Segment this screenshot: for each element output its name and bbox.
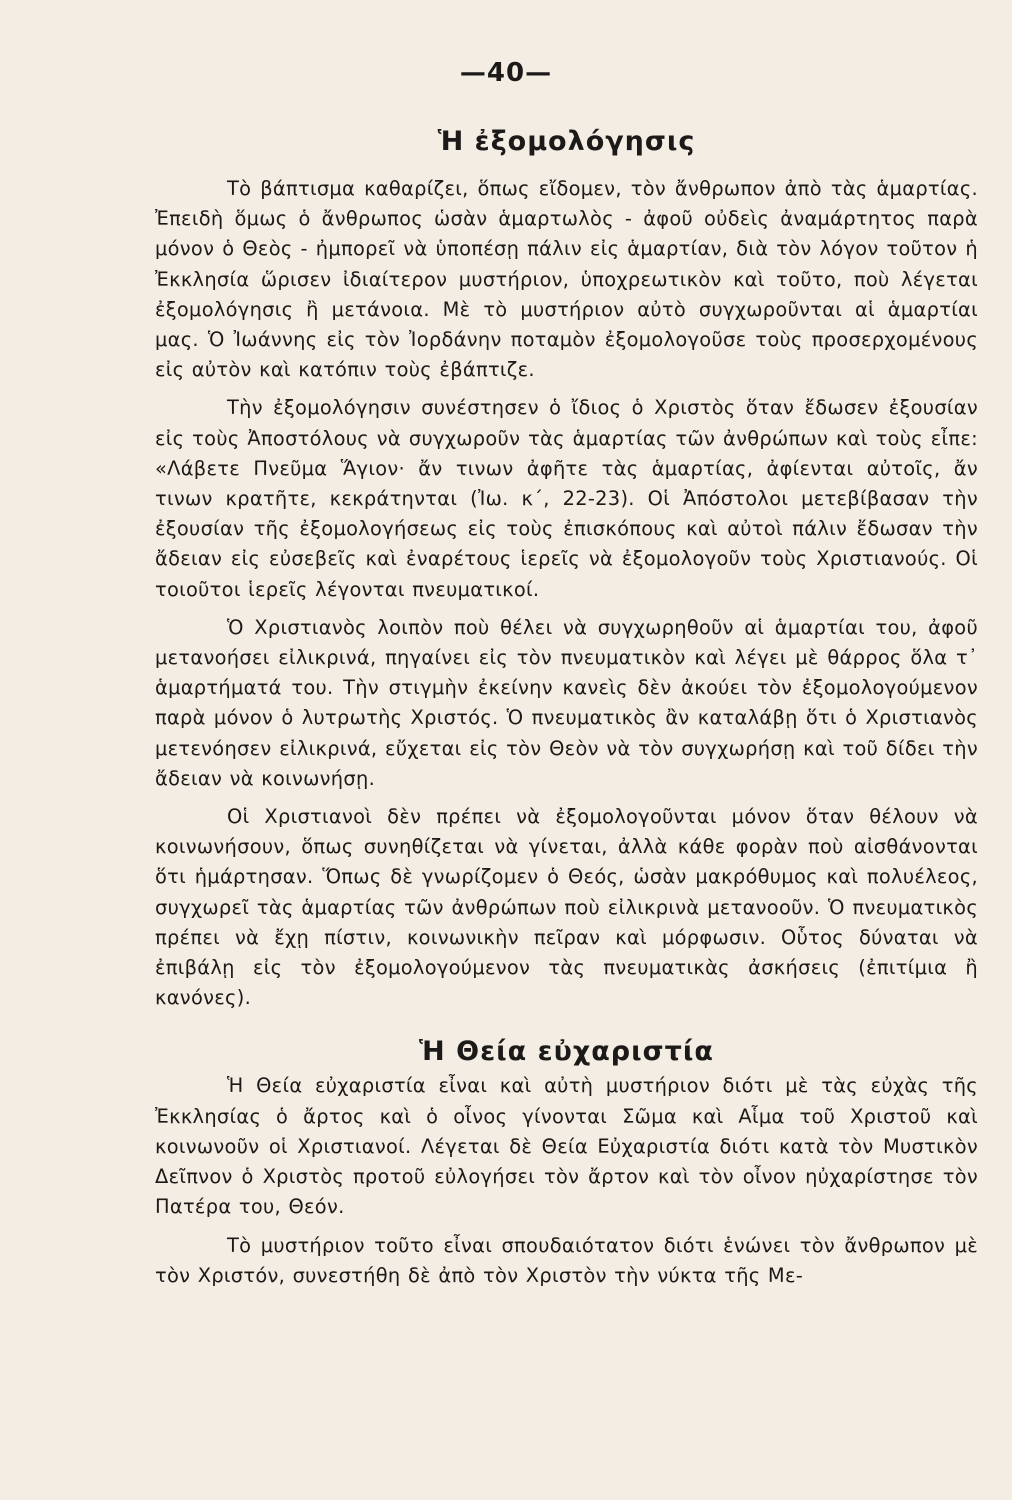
section-title-eucharist: Ἡ Θεία εὐχαριστία	[419, 1036, 714, 1068]
paragraph: Ἡ Θεία εὐχαριστία εἶναι καὶ αὐτὴ μυστήριον διότι μὲ τὰς εὐχὰς τῆς Ἐκκλησίας ὁ ἄρτος καὶ ὁ οἶνος γίνονται Σῶμα καὶ Αἷμα τοῦ Χριστοῦ καὶ κοινωνοῦν οἱ Χριστιανοί. Λέγεται δὲ Θεία Εὐχαριστία διότι κατὰ τὸν Μυστικὸν Δεῖπνον ὁ Χριστὸς προτοῦ εὐλογήσει τὸν ἄρτον καὶ τὸν οἶνον ηὐχαρίστησε τὸν Πατέρα του, Θεόν.	[155, 1074, 978, 1219]
page-body	[155, 122, 978, 1291]
section-title-confession: Ἡ ἐξομολόγησις	[437, 126, 696, 157]
paragraph: Οἱ Χριστιανοὶ δὲν πρέπει νὰ ἐξομολογοῦνται μόνον ὅταν θέλουν νὰ κοινωνήσουν, ὅπως συνηθίζεται νὰ γίνεται, ἀλλὰ κάθε φορὰν ποὺ αἰσθάνονται ὅτι ἡμάρτησαν. Ὅπως δὲ γνωρίζομεν ὁ Θεός, ὡσὰν μακρόθυμος καὶ πολυέλεος, συγχωρεῖ τὰς ἁμαρτίας τῶν ἀνθρώπων ποὺ εἰλικρινὰ μετανοοῦν. Ὁ πνευματικὸς πρέπει νὰ ἔχῃ πίστιν, κοινωνικὴν πεῖραν καὶ μόρφωσιν. Οὗτος δύναται νὰ ἐπιβάλῃ εἰς τὸν ἐξομολογούμενον τὰς πνευματικὰς ἀσκήσεις (ἐπιτίμια ἢ κανόνες).	[155, 805, 978, 1010]
paragraph: Τὴν ἐξομολόγησιν συνέστησεν ὁ ἴδιος ὁ Χριστὸς ὅταν ἔδωσεν ἐξουσίαν εἰς τοὺς Ἀποστόλους νὰ συγχωροῦν τὰς ἁμαρτίας τῶν ἀνθρώπων καὶ τοὺς εἶπε: «Λάβετε Πνεῦμα Ἅγιον· ἄν τινων ἀφῆτε τὰς ἁμαρτίας, ἀφίενται αὐτοῖς, ἄν τινων κρατῆτε, κεκράτηνται (Ἰω. κ΄, 22-23). Οἱ Ἀπόστολοι μετεβίβασαν τὴν ἐξουσίαν τῆς ἐξομολογήσεως εἰς τοὺς ἐπισκόπους καὶ αὐτοὶ πάλιν ἔδωσαν τὴν ἄδειαν εἰς εὐσεβεῖς καὶ ἐναρέτους ἱερεῖς νὰ ἐξομολογοῦν τοὺς Χριστιανούς. Οἱ τοιοῦτοι ἱερεῖς λέγονται πνευματικοί.	[155, 396, 978, 601]
paragraph: Ὁ Χριστιανὸς λοιπὸν ποὺ θέλει νὰ συγχωρηθοῦν αἱ ἁμαρτίαι του, ἀφοῦ μετανοήσει εἰλικρινά, πηγαίνει εἰς τὸν πνευματικὸν καὶ λέγει μὲ θάρρος ὅλα τ᾽ ἁμαρτήματά του. Τὴν στιγμὴν ἐκείνην κανεὶς δὲν ἀκούει τὸν ἐξομολογούμενον παρὰ μόνον ὁ λυτρωτὴς Χριστός. Ὁ πνευματικὸς ἂν καταλάβῃ ὅτι ὁ Χριστιανὸς μετενόησεν εἰλικρινά, εὔχεται εἰς τὸν Θεὸν νὰ τὸν συγχωρήσῃ καὶ τοῦ δίδει τὴν ἄδειαν νὰ κοινωνήσῃ.	[155, 615, 978, 790]
paragraph: Τὸ βάπτισμα καθαρίζει, ὅπως εἴδομεν, τὸν ἄνθρωπον ἀπὸ τὰς ἁμαρτίας. Ἐπειδὴ ὅμως ὁ ἄνθρωπος ὡσὰν ἁμαρτωλὸς - ἀφοῦ οὐδεὶς ἀναμάρτητος παρὰ μόνον ὁ Θεὸς - ἠμπορεῖ νὰ ὑποπέσῃ πάλιν εἰς ἁμαρτίαν, διὰ τὸν λόγον τοῦτον ἡ Ἐκκλησία ὥρισεν ἰδιαίτερον μυστήριον, ὑποχρεωτικὸν καὶ τοῦτο, ποὺ λέγεται ἐξομολόγησις ἢ μετάνοια. Μὲ τὸ μυστήριον αὐτὸ συγχωροῦνται αἱ ἁμαρτίαι μας. Ὁ Ἰωάννης εἰς τὸν Ἰορδάνην ποταμὸν ἐξομολογοῦσε τοὺς προσερχομένους εἰς αὐτὸν καὶ κατόπιν τοὺς ἐβάπτιζε.	[155, 177, 978, 382]
page-number: —40—	[459, 58, 553, 88]
paragraph: Τὸ μυστήριον τοῦτο εἶναι σπουδαιότατον διότι ἑνώνει τὸν ἄνθρωπον μὲ τὸν Χριστόν, συνεστήθη δὲ ἀπὸ τὸν Χριστὸν τὴν νύκτα τῆς Με-	[155, 1233, 978, 1287]
